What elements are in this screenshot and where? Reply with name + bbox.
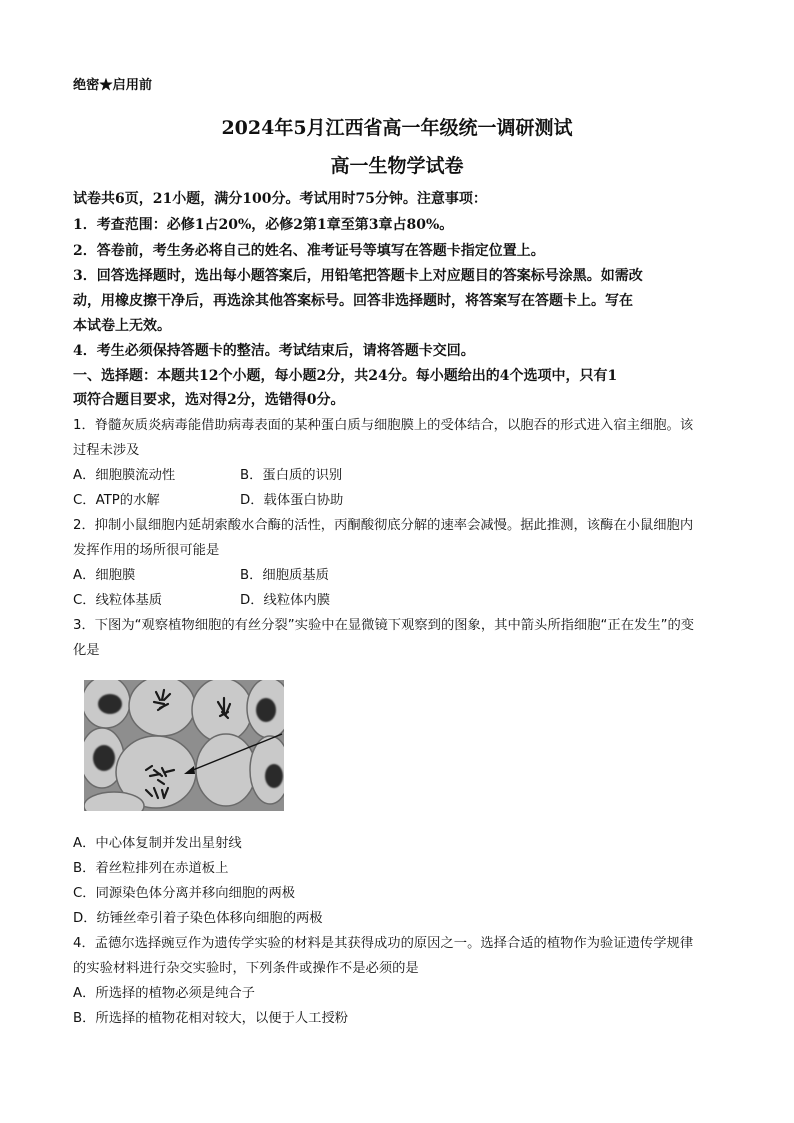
question-4-stem: 4．孟德尔选择豌豆作为遗传学实验的材料是其获得成功的原因之一。选择合适的植物作为验证遗传学规律 [73, 936, 694, 951]
question-1-option-a: A．细胞膜流动性 [73, 468, 176, 483]
question-2-option-d: D．线粒体内膜 [240, 593, 331, 608]
question-1-option-b: B．蛋白质的识别 [240, 468, 343, 483]
instruction-item: 动，用橡皮擦干净后，再选涂其他答案标号。回答非选择题时，将答案写在答题卡上。写在 [73, 293, 633, 309]
question-3-stem-cont: 化是 [73, 643, 100, 658]
confidential-label: 绝密★启用前 [73, 78, 153, 93]
instructions-intro: 试卷共6页，21小题，满分100分。考试用时75分钟。注意事项： [73, 191, 487, 207]
question-3-option-d: D．纺锤丝牵引着子染色体移向细胞的两极 [73, 911, 323, 926]
question-2-option-a: A．细胞膜 [73, 568, 136, 583]
question-4-stem-cont: 的实验材料进行杂交实验时，下列条件或操作不是必须的是 [73, 961, 419, 976]
question-1-stem-cont: 过程未涉及 [73, 443, 140, 458]
question-3-stem: 3．下图为“观察植物细胞的有丝分裂”实验中在显微镜下观察到的图象，其中箭头所指细胞“正在发生”的变 [73, 618, 695, 633]
question-2-option-b: B．细胞质基质 [240, 568, 329, 583]
question-1-option-c: C．ATP的水解 [73, 493, 160, 508]
instruction-item: 2．答卷前，考生务必将自己的姓名、准考证号等填写在答题卡指定位置上。 [73, 243, 545, 259]
question-1-stem: 1．脊髓灰质炎病毒能借助病毒表面的某种蛋白质与细胞膜上的受体结合，以胞吞的形式进入宿主细胞。该 [73, 418, 694, 433]
instruction-item: 3．回答选择题时，选出每小题答案后，用铅笔把答题卡上对应题目的答案标号涂黑。如需改 [73, 268, 643, 284]
question-4-option-a: A．所选择的植物必须是纯合子 [73, 986, 255, 1001]
question-3-option-b: B．着丝粒排列在赤道板上 [73, 861, 229, 876]
section-heading: 一、选择题：本题共12个小题，每小题2分，共24分。每小题给出的4个选项中，只有1 [73, 368, 618, 384]
question-3-option-a: A．中心体复制并发出星射线 [73, 836, 242, 851]
section-heading-cont: 项符合题目要求，选对得2分，选错得0分。 [73, 392, 345, 408]
question-2-stem-cont: 发挥作用的场所很可能是 [73, 543, 220, 558]
microscope-mitosis-image [84, 680, 284, 811]
instruction-item: 4．考生必须保持答题卡的整洁。考试结束后，请将答题卡交回。 [73, 343, 475, 359]
question-2-option-c: C．线粒体基质 [73, 593, 163, 608]
exam-title: 2024年5月江西省高一年级统一调研测试 [221, 117, 573, 139]
question-3-option-c: C．同源染色体分离并移向细胞的两极 [73, 886, 296, 901]
question-4-option-b: B．所选择的植物花相对较大，以便于人工授粉 [73, 1011, 349, 1026]
exam-subtitle: 高一生物学试卷 [330, 155, 464, 177]
instruction-item: 1．考查范围：必修1占20%，必修2第1章至第3章占80%。 [73, 217, 454, 233]
question-2-stem: 2．抑制小鼠细胞内延胡索酸水合酶的活性，丙酮酸彻底分解的速率会减慢。据此推测，该酶在小鼠细胞内 [73, 518, 694, 533]
question-1-option-d: D．载体蛋白协助 [240, 493, 344, 508]
instruction-item: 本试卷上无效。 [73, 318, 171, 334]
